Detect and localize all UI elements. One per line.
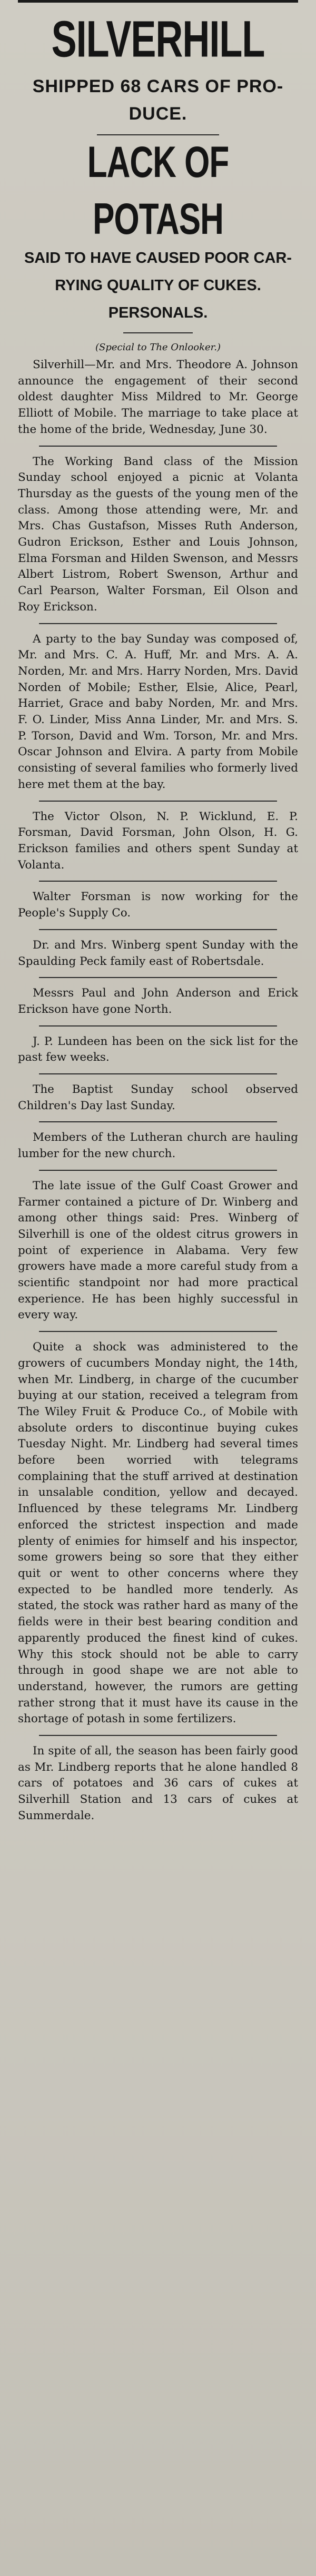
paragraph-divider bbox=[39, 881, 277, 882]
article-paragraph: J. P. Lundeen has been on the sick list for the past few weeks. bbox=[18, 1034, 298, 1064]
deck-line-1: SHIPPED 68 CARS OF PRO- bbox=[32, 76, 284, 96]
deck2-line-1: SAID TO HAVE CAUSED POOR CAR- bbox=[24, 250, 292, 267]
paragraph-divider bbox=[39, 1331, 277, 1332]
paragraph-divider bbox=[39, 977, 277, 978]
paragraph-divider bbox=[39, 1025, 277, 1027]
paragraph-divider bbox=[39, 1073, 277, 1074]
byline-divider bbox=[123, 332, 193, 333]
second-headline: LACK OF POTASH bbox=[87, 137, 229, 244]
article-paragraph: Silverhill—Mr. and Mrs. Theodore A. Johnson announce the engagement of their second oldest daughter Miss Mildred to Mr. George Elliott of Mobile. The marriage to take place at the home of the bride, Wednesday, June 30. bbox=[18, 358, 298, 436]
paragraph-divider bbox=[39, 1735, 277, 1736]
article-paragraph: The late issue of the Gulf Coast Grower and Farmer contained a picture of Dr. Winberg and among other things said: Pres. Winberg of Silverhill is one of the oldest citrus growers in point of experience in Alabama. Very few growers have made a more careful study from a scientific standpoint nor had more practical experience. He has been highly successful in every way. bbox=[18, 1179, 298, 1322]
deck2-line-2: RYING QUALITY OF CUKES. bbox=[55, 277, 261, 294]
article-paragraph: Dr. and Mrs. Winberg spent Sunday with the Spaulding Peck family east of Robertsdale. bbox=[18, 938, 298, 968]
deck-line-2: DUCE. bbox=[129, 104, 187, 124]
article-paragraph: The Victor Olson, N. P. Wicklund, E. P. Forsman, David Forsman, John Olson, H. G. Erickson families and others spent Sunday at Volanta. bbox=[18, 810, 298, 872]
byline: (Special to The Onlooker.) bbox=[95, 342, 221, 353]
paragraph-divider bbox=[39, 1170, 277, 1171]
deck2-line-3: PERSONALS. bbox=[108, 304, 208, 321]
article-paragraph: Members of the Lutheran church are hauling lumber for the new church. bbox=[18, 1131, 298, 1161]
article-paragraph: The Working Band class of the Mission Sunday school enjoyed a picnic at Volanta Thursday as the guests of the young men of the class. Among those attending were, Mr. and Mrs. Chas Gustafson, Misses Ruth Anderson, Gudron Erickson, Esther and Louis Johnson, Elma Forsman and Hilden Swenson, and Messrs Albert Listrom, Robert Swenson, Arthur and Carl Pearson, Walter Forsman, Eil Olson and Roy Erickson. bbox=[18, 455, 298, 614]
article-paragraph: Walter Forsman is now working for the People's Supply Co. bbox=[18, 890, 298, 920]
main-headline: SILVERHILL bbox=[51, 11, 265, 68]
paragraph-divider bbox=[39, 929, 277, 930]
article-paragraph: Messrs Paul and John Anderson and Erick Erickson have gone North. bbox=[18, 986, 298, 1016]
paragraph-divider bbox=[39, 446, 277, 447]
article-paragraph: Quite a shock was administered to the growers of cucumbers Monday night, the 14th, when Mr. Lindberg, in charge of the cucumber buying at our station, received a telegram from The Wiley Fruit & Produce Co., of Mobile with absolute orders to discontinue buying cukes Tuesday Night. Mr. Lindberg had several times before been worried with telegrams complaining that the stuff arrived at destination in unsalable condition, yellow and decayed. Influenced by these telegrams Mr. Lindberg enforced the strictest inspection and made plenty of enimies for himself and his inspector, some growers being so sore that they either quit or went to other concerns where they expected to be handled more tenderly. As stated, the stock was rather hard as many of the fields were in their best bearing condition and apparently produced the finest kind of cukes. Why this stock should not be able to carry through in good shape we are not able to understand, however, the rumors are getting rather strong that it must have its cause in the shortage of potash in some fertilizers. bbox=[18, 1340, 298, 1726]
paragraph-divider bbox=[39, 801, 277, 802]
top-border-rule bbox=[18, 0, 298, 3]
paragraph-divider bbox=[39, 623, 277, 624]
article-paragraph: A party to the bay Sunday was composed of, Mr. and Mrs. C. A. Huff, Mr. and Mrs. A. A. Norden, Mr. and Mrs. Harry Norden, Mrs. David Norden of Mobile; Esther, Elsie, Alice, Pearl, Harriet, Grace and baby Norden, Mr. and Mrs. F. O. Linder, Miss Anna Linder, Mr. and Mrs. S. P. Torson, David and Wm. Torson, Mr. and Mrs. Oscar Johnson and Elvira. A party from Mobile consisting of several families who formerly lived here met them at the bay. bbox=[18, 632, 298, 791]
article-paragraph: In spite of all, the season has been fairly good as Mr. Lindberg reports that he alone handled 8 cars of potatoes and 36 cars of cukes at Silverhill Station and 13 cars of cukes at Summerdale. bbox=[18, 1744, 298, 1822]
article-paragraph: The Baptist Sunday school observed Children's Day last Sunday. bbox=[18, 1083, 298, 1112]
paragraph-divider bbox=[39, 1121, 277, 1122]
